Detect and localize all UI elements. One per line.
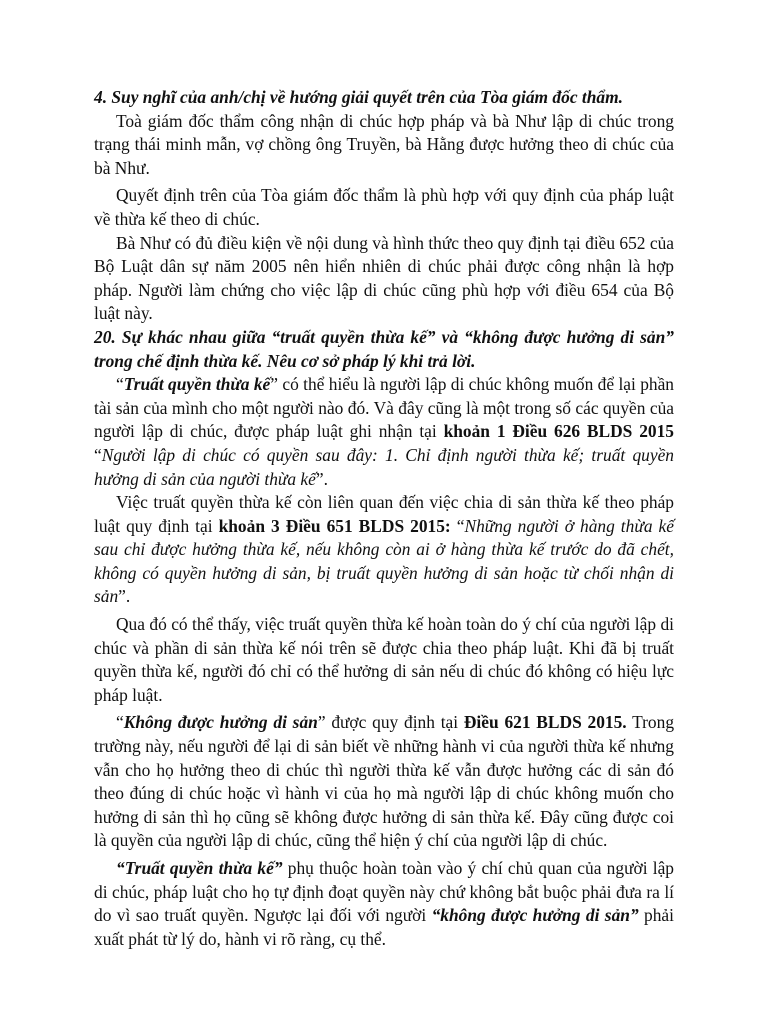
section-4-heading: 4. Suy nghĩ của anh/chị về hướng giải quyết trên của Tòa giám đốc thẩm. <box>94 87 623 107</box>
term-truat-quyen: Truất quyền thừa kế <box>123 374 271 395</box>
paragraph-text: ” được quy định tại <box>317 712 464 733</box>
paragraph-text: “ <box>94 444 102 465</box>
section-4-paragraph-2: Quyết định trên của Tòa giám đốc thẩm là phù hợp với quy định của pháp luật về thừa kế theo di chúc. <box>94 185 674 229</box>
paragraph-text: ”. <box>118 586 131 607</box>
document-body <box>94 86 674 951</box>
paragraph-text: “ <box>450 515 465 536</box>
section-20-paragraph-3: Qua đó có thể thấy, việc truất quyền thừa kế hoàn toàn do ý chí của người lập di chúc và phần di sản thừa kế nói trên sẽ được chia theo pháp luật. Khi đã bị truất quyền thừa kế, người đó chỉ có thể hưởng di sản nếu di chúc đó không có hiệu lực pháp luật. <box>94 614 674 705</box>
section-20-paragraph-4 <box>94 711 674 853</box>
section-4-paragraph-3: Bà Như có đủ điều kiện về nội dung và hình thức theo quy định tại điều 652 của Bộ Luật dân sự năm 2005 nên hiển nhiên di chúc phải được công nhận là hợp pháp. Người làm chứng cho việc lập di chúc cũng phù hợp với điều 654 của Bộ luật này. <box>94 232 674 324</box>
section-20-paragraph-2 <box>94 491 674 609</box>
section-20-heading: 20. Sự khác nhau giữa “truất quyền thừa kế” và “không được hưởng di sản” trong chế định thừa kế. Nêu cơ sở pháp lý khi trả lời. <box>94 326 674 371</box>
term-khong-duoc-huong: Không được hưởng di sản <box>123 712 318 733</box>
paragraph-text: Trong trường này, nếu người để lại di sản biết về những hành vi của người thừa kế nhưng vẫn cho họ hưởng theo di chúc thì người thừa kế vẫn được hưởng các di sản đó theo đúng di chúc hoặc vì hành vi của họ mà người lập di chúc không muốn cho hưởng di sản thì họ cũng sẽ không được hưởng di sản thừa kế. Đây cũng được coi là quyền của người lập di chúc, cũng thể hiện ý chí của người lập di chúc. <box>94 712 675 851</box>
quote-open: “ <box>116 374 124 395</box>
paragraph-text: ”. <box>315 468 328 489</box>
section-20-paragraph-5 <box>94 857 674 951</box>
paragraph-text: ” có thể hiểu là người lập di chúc không muốn để lại phần tài sản của mình cho một người nào đó. Và đây cũng là một trong số các quyền của người lập di chúc, được pháp luật ghi nhận tại <box>94 374 674 442</box>
term-truat-quyen: “Truất quyền thừa kế” <box>116 858 283 878</box>
section-20-paragraph-1 <box>94 373 674 491</box>
quote-open: “ <box>116 712 124 733</box>
legal-quote: Những người ở hàng thừa kế sau chỉ được hưởng thừa kế, nếu không còn ai ở hàng thừa kế trước do đã chết, không có quyền hưởng di sản, bị truất quyền hưởng di sản hoặc từ chối nhận di sản <box>94 515 674 607</box>
term-khong-duoc-huong: “không được hưởng di sản” <box>431 905 639 926</box>
paragraph-text: Việc truất quyền thừa kế còn liên quan đến việc chia di sản thừa kế theo pháp luật quy định tại <box>94 492 674 536</box>
legal-reference: khoản 1 Điều 626 BLDS 2015 <box>443 421 674 442</box>
legal-reference: khoản 3 Điều 651 BLDS 2015: <box>218 515 451 536</box>
legal-quote: Người lập di chúc có quyền sau đây: 1. Chỉ định người thừa kế; truất quyền hưởng di sản của người thừa kế <box>94 444 674 489</box>
paragraph-text: phụ thuộc hoàn toàn vào ý chí chủ quan của người lập di chúc, pháp luật cho họ tự định đoạt quyền này chứ không bắt buộc phải đưa ra lí do vì sao truất quyền. Ngược lại đối với người <box>94 858 674 926</box>
paragraph-text: phải xuất phát từ lý do, hành vi rõ ràng, cụ thể. <box>94 905 674 949</box>
legal-reference: Điều 621 BLDS 2015. <box>463 712 627 733</box>
section-4-paragraph-1: Toà giám đốc thẩm công nhận di chúc hợp pháp và bà Như lập di chúc trong trạng thái minh mẫn, vợ chồng ông Truyền, bà Hằng được hưởng theo di chúc của bà Như. <box>94 110 674 178</box>
